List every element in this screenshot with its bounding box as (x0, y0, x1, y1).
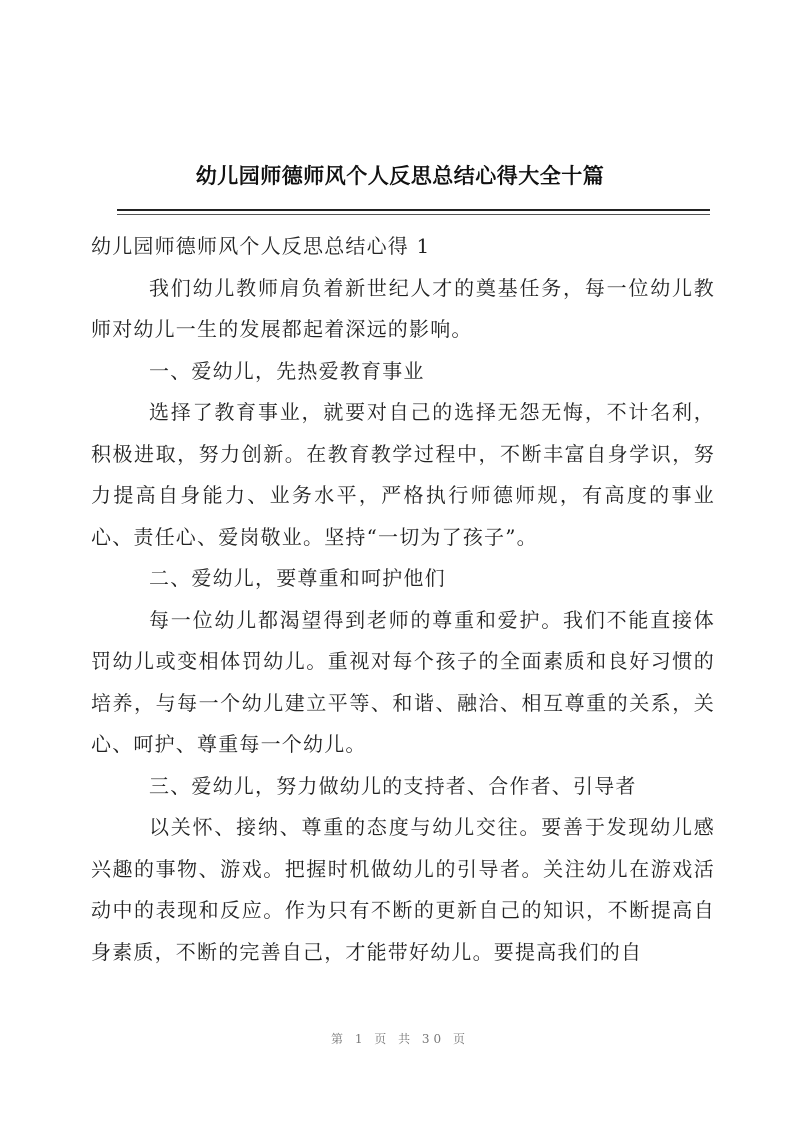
section-point-heading: 二、爱幼儿，要尊重和呵护他们 (149, 566, 446, 590)
section-heading: 幼儿园师德师风个人反思总结心得 1 (91, 234, 431, 258)
section-point-heading: 三、爱幼儿，努力做幼儿的支持者、合作者、引导者 (149, 773, 637, 798)
body-paragraph: 我们幼儿教师肩负着新世纪人才的奠基任务，每一位幼儿教师对幼儿一生的发展都起着深远的影响。 (91, 275, 715, 341)
title-divider (117, 209, 710, 211)
page-footer: 第 1 页 共 30 页 (331, 1032, 469, 1046)
section-point-heading: 一、爱幼儿，先热爱教育事业 (149, 358, 425, 383)
body-paragraph: 以关怀、接纳、尊重的态度与幼儿交往。要善于发现幼儿感兴趣的事物、游戏。把握时机做幼儿的引导者。关注幼儿在游戏活动中的表现和反应。作为只有不断的更新自己的知识，不断提高自身素质，不断的完善自己，才能带好幼儿。要提高我们的自 (91, 815, 715, 964)
document-body (91, 226, 715, 973)
body-paragraph: 选择了教育事业，就要对自己的选择无怨无悔，不计名利，积极进取，努力创新。在教育教学过程中，不断丰富自身学识，努力提高自身能力、业务水平，严格执行师德师规，有高度的事业心、责任心、爱岗敬业。坚持“一切为了孩子”。 (91, 400, 715, 549)
document-title: 幼儿园师德师风个人反思总结心得大全十篇 (195, 164, 605, 188)
title-divider-thin (117, 214, 710, 215)
body-paragraph: 每一位幼儿都渴望得到老师的尊重和爱护。我们不能直接体罚幼儿或变相体罚幼儿。重视对每个孩子的全面素质和良好习惯的培养，与每一个幼儿建立平等、和谐、融洽、相互尊重的关系，关心、呵护、尊重每一个幼儿。 (91, 607, 715, 756)
